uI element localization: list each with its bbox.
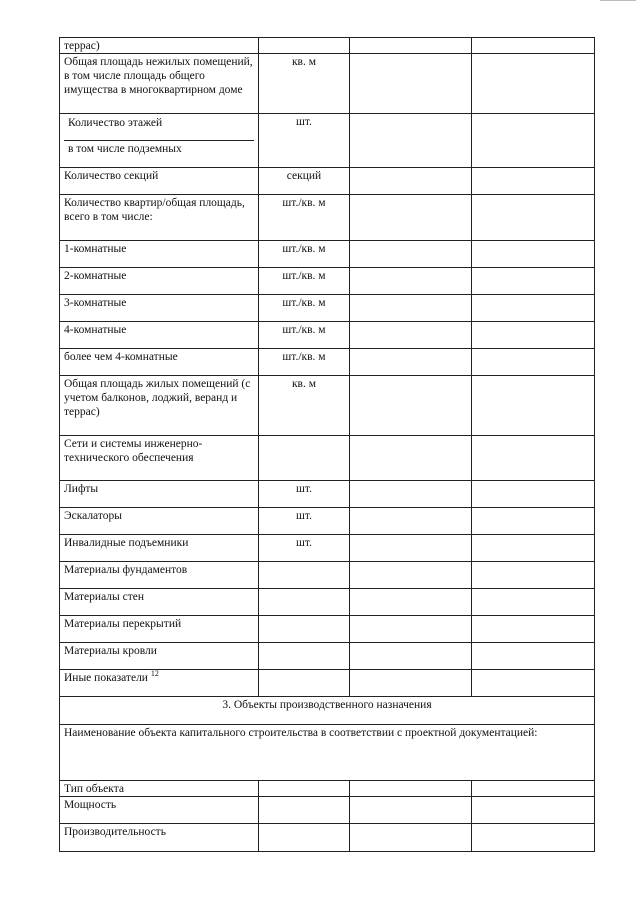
table-row [60,376,595,436]
value-cell[interactable] [350,295,472,322]
value-cell[interactable] [472,54,595,114]
value-cell[interactable] [350,376,472,436]
unit-cell: шт. [259,508,350,535]
value-cell[interactable] [350,322,472,349]
value-cell[interactable] [350,797,472,824]
row-label: 4-комнатные [60,322,259,349]
table-row [60,38,595,54]
object-name-field[interactable]: Наименование объекта капитального строительства в соответствии с проектной документацией: [60,725,595,781]
table-row [60,725,595,781]
row-label: Инвалидные подъемники [60,535,259,562]
value-cell[interactable] [350,114,472,168]
unit-cell [259,643,350,670]
value-cell[interactable] [472,436,595,481]
row-label: Сети и системы инженерно-технического обеспечения [60,436,259,481]
footnote-marker: 12 [150,669,159,679]
row-label: Материалы перекрытий [60,616,259,643]
value-cell[interactable] [472,670,595,697]
table-row [60,616,595,643]
row-label: Материалы кровли [60,643,259,670]
unit-cell [259,670,350,697]
table-row [60,322,595,349]
row-label: Эскалаторы [60,508,259,535]
value-cell[interactable] [350,643,472,670]
value-cell[interactable] [472,376,595,436]
row-label: Количество квартир/общая площадь, всего в том числе: [60,195,259,241]
unit-cell [259,436,350,481]
table-row [60,781,595,797]
value-cell[interactable] [350,616,472,643]
value-cell[interactable] [350,349,472,376]
row-label: Лифты [60,481,259,508]
table-row [60,643,595,670]
value-cell[interactable] [472,824,595,852]
row-label: Материалы фундаментов [60,562,259,589]
table-row [60,436,595,481]
scan-edge-mark [600,0,636,4]
value-cell[interactable] [350,241,472,268]
table-row [60,508,595,535]
unit-cell: шт. [259,535,350,562]
value-cell[interactable] [472,168,595,195]
value-cell[interactable] [472,562,595,589]
table-row [60,114,595,168]
unit-cell: шт. [259,481,350,508]
value-cell[interactable] [472,195,595,241]
unit-cell [259,781,350,797]
value-cell[interactable] [472,797,595,824]
row-label: 3-комнатные [60,295,259,322]
value-cell[interactable] [350,781,472,797]
row-label: в том числе подземных [68,143,182,155]
value-cell[interactable] [350,824,472,852]
value-cell[interactable] [472,114,595,168]
unit-cell: кв. м [259,54,350,114]
row-label: Количество секций [60,168,259,195]
value-cell[interactable] [472,616,595,643]
unit-cell [259,616,350,643]
row-label: более чем 4-комнатные [60,349,259,376]
section-heading: 3. Объекты производственного назначения [60,697,595,725]
table-row [60,349,595,376]
table-row [60,168,595,195]
value-cell[interactable] [350,436,472,481]
value-cell[interactable] [472,481,595,508]
unit-cell: шт./кв. м [259,295,350,322]
row-label: 1-комнатные [60,241,259,268]
floors-label-cell [60,114,259,168]
row-label: Мощность [60,797,259,824]
value-cell[interactable] [350,481,472,508]
value-cell[interactable] [472,349,595,376]
value-cell[interactable] [350,38,472,54]
unit-cell [259,38,350,54]
value-cell[interactable] [472,643,595,670]
value-cell[interactable] [350,535,472,562]
row-label: Тип объекта [60,781,259,797]
value-cell[interactable] [350,670,472,697]
table-row [60,562,595,589]
table-row [60,54,595,114]
row-label: Материалы стен [60,589,259,616]
table-row [60,268,595,295]
value-cell[interactable] [350,168,472,195]
value-cell[interactable] [472,508,595,535]
value-cell[interactable] [472,295,595,322]
table-row [60,797,595,824]
value-cell[interactable] [350,589,472,616]
unit-cell [259,562,350,589]
value-cell[interactable] [350,508,472,535]
table-row [60,295,595,322]
indicators-table [59,37,595,852]
unit-cell [259,797,350,824]
row-label: 2-комнатные [60,268,259,295]
other-indicators-cell [60,670,259,697]
table-row [60,589,595,616]
unit-cell [259,589,350,616]
value-cell[interactable] [472,535,595,562]
value-cell[interactable] [472,322,595,349]
row-label: Количество этажей [64,115,254,141]
unit-cell: шт./кв. м [259,195,350,241]
row-label: Общая площадь жилых помещений (с учетом балконов, лоджий, веранд и террас) [60,376,259,436]
row-label: Иные показатели [64,672,148,684]
section-heading-row [60,697,595,725]
value-cell[interactable] [350,54,472,114]
unit-cell: шт. [259,114,350,168]
unit-cell: шт./кв. м [259,241,350,268]
table-row [60,535,595,562]
value-cell[interactable] [350,195,472,241]
unit-cell: шт./кв. м [259,322,350,349]
value-cell[interactable] [350,268,472,295]
unit-cell [259,824,350,852]
table-row [60,195,595,241]
unit-cell: кв. м [259,376,350,436]
unit-cell: шт./кв. м [259,268,350,295]
unit-cell: шт./кв. м [259,349,350,376]
value-cell[interactable] [472,781,595,797]
value-cell[interactable] [472,268,595,295]
row-label: террас) [60,38,259,54]
value-cell[interactable] [472,589,595,616]
table-row [60,481,595,508]
row-label: Производительность [60,824,259,852]
value-cell[interactable] [472,241,595,268]
table-row [60,824,595,852]
table-row [60,241,595,268]
row-label: Общая площадь нежилых помещений, в том числе площадь общего имущества в многоквартирном доме [60,54,259,114]
unit-cell: секций [259,168,350,195]
value-cell[interactable] [350,562,472,589]
table-row [60,670,595,697]
value-cell[interactable] [472,38,595,54]
